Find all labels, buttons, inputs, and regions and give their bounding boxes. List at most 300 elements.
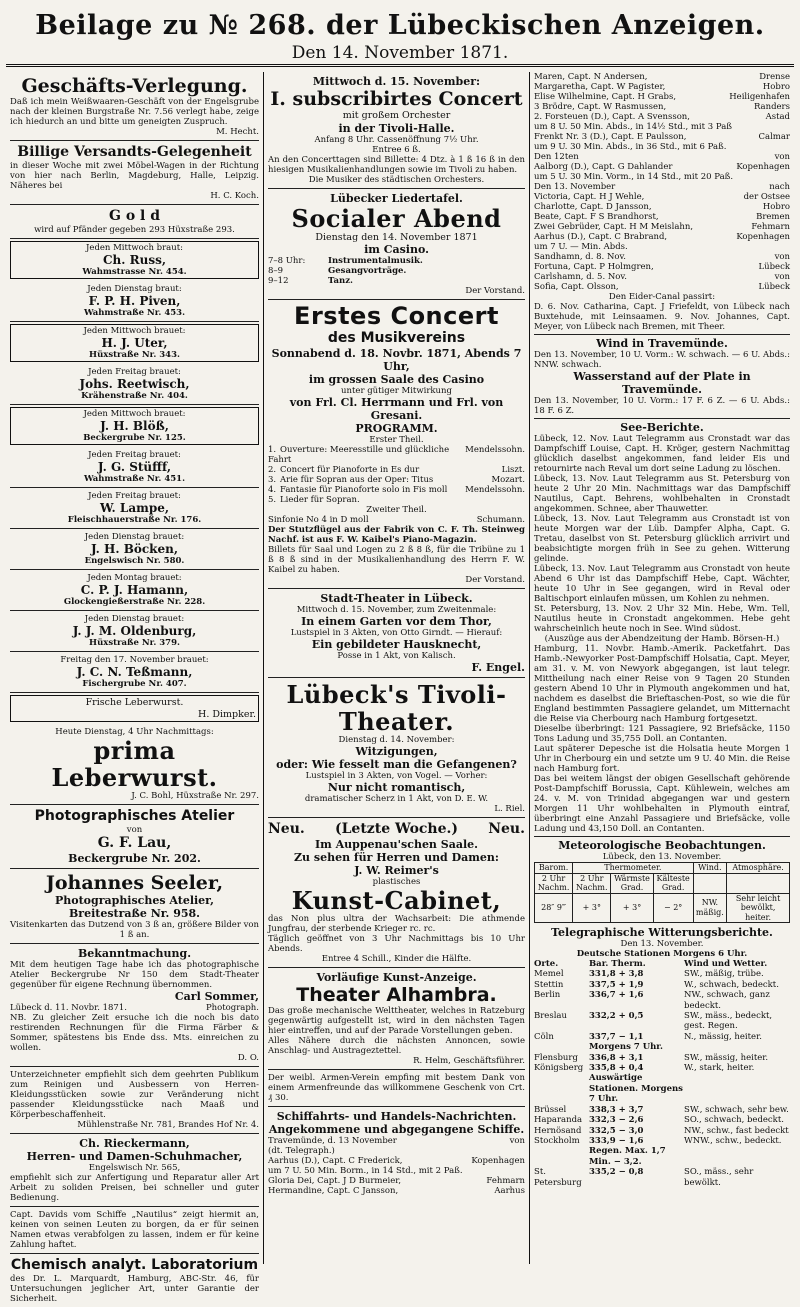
met-cell: Sehr leicht bewölkt, heiter. bbox=[727, 893, 790, 923]
wx-station: St. Petersburg bbox=[534, 1167, 582, 1188]
shipping-news-date-row bbox=[268, 1136, 525, 1146]
ad-concert-2-piano: Der Stutzflügel aus der Fabrik von C. F. Th. Steinweg Nachf. ist aus F. W. Kaibel's Piano-Magazin. bbox=[268, 525, 525, 545]
ship-line-left: Maren, Capt. N Andersen, bbox=[534, 72, 648, 82]
ad-concert-2-items bbox=[268, 445, 525, 505]
ad-kunst-owner: J. W. Reimer's bbox=[354, 864, 439, 877]
ad-concert-1 bbox=[268, 72, 525, 189]
ship-line bbox=[534, 172, 790, 182]
wx-row bbox=[534, 1146, 790, 1167]
ship-line-left: Margaretha, Capt. W Pagister, bbox=[534, 82, 666, 92]
wx-values: Regen. Max. 1,7 Min. − 3,2. bbox=[589, 1146, 666, 1167]
masthead-rule bbox=[6, 64, 794, 67]
ad-concert-1-date: Mittwoch d. 15. November: bbox=[312, 75, 481, 88]
ad-photo-seeler bbox=[10, 869, 259, 944]
ad-theater bbox=[268, 589, 525, 678]
brewer-address: Beckergrube Nr. 125. bbox=[83, 433, 186, 443]
program-time: 8–9 bbox=[268, 266, 284, 276]
ship-line-left: Aarhus (D.), Capt. C Frederick, bbox=[268, 1156, 403, 1166]
sea-report: Lübeck, 13. Nov. Laut Telegramm aus St. Petersburg von heute 2 Uhr 20 Min. Nachmittags war das Dampfschiff Nautilus, Capt. Behrens, wohlbehalten in Cronstadt angekommen. Schnee, aber Thauwetter. bbox=[534, 474, 790, 514]
wx-weather: SO., mäss., sehr bewölkt. bbox=[684, 1167, 754, 1188]
ad-kunst-body: das Non plus ultra der Wachsarbeit: Die athmende Jungfrau, der sterbende Krieger rc. rc. bbox=[268, 914, 525, 934]
wx-date: Den 13. November. bbox=[620, 939, 704, 949]
ship-line bbox=[268, 1156, 525, 1166]
ad-kunst-head-right: Neu. bbox=[488, 821, 525, 837]
ad-concert-2-part2: Zweiter Theil. bbox=[366, 505, 427, 515]
program-item-left bbox=[268, 475, 433, 485]
ship-line-right: Fehmarn bbox=[486, 1176, 525, 1186]
wx-col-bar: Bar. Therm. bbox=[589, 959, 646, 969]
wx-weather: SW., schwach, sehr bew. bbox=[684, 1104, 789, 1115]
sea-report: Lübeck, 12. Nov. Laut Telegramm aus Cronstadt war das Dampfschiff Louise, Capt. H. Kröger, gestern Nachmittag glücklich daselbst angekommen, fand leider Eis und retournirte nach Reval um dort seine Ladung zu löschen. bbox=[534, 434, 790, 474]
ad-concert-1-entry: Entree 6 ß. bbox=[372, 144, 421, 155]
ad-captain bbox=[10, 1207, 259, 1254]
ship-line-right: der Ostsee bbox=[743, 192, 790, 202]
ship-line-right: Hobro bbox=[762, 82, 790, 92]
program-item-composer: Liszt. bbox=[501, 465, 525, 475]
wx-col-wind: Wind und Wetter. bbox=[684, 959, 768, 969]
ad-moving-sign: M. Hecht. bbox=[216, 127, 259, 137]
ad-leberwurst-2 bbox=[10, 724, 259, 805]
ad-concert-2-part1: Erster Theil. bbox=[369, 435, 424, 445]
wx-station bbox=[534, 1146, 589, 1167]
met-head-row bbox=[535, 863, 790, 874]
brewer-name: J. C. N. Teßmann, bbox=[76, 665, 193, 679]
wx-rows bbox=[534, 969, 790, 1188]
ad-concert-2-venue: im grossen Saale des Casino bbox=[308, 373, 485, 386]
brewer-name: J. H. Blöß, bbox=[100, 419, 169, 433]
ship-line bbox=[534, 132, 790, 142]
brewer-name: J. H. Böcken, bbox=[90, 542, 179, 556]
program-item-title: Fantasie für Pianoforte solo in Fis moll bbox=[280, 485, 448, 495]
brewer-name: Johs. Reetwisch, bbox=[79, 377, 190, 391]
divider bbox=[534, 836, 790, 837]
program-item-left bbox=[268, 465, 419, 475]
wx-row bbox=[534, 1105, 790, 1115]
brewer-notice bbox=[10, 407, 259, 445]
ship-line-right: Bremen bbox=[756, 212, 790, 222]
met-title: Meteorologische Beobachtungen. bbox=[558, 839, 766, 852]
met-head-wind: Wind. bbox=[693, 863, 727, 874]
brewer-day: Jeden Mittwoch brauet: bbox=[83, 326, 186, 336]
ad-shoemaker-name: Ch. Rieckermann, bbox=[79, 1137, 190, 1150]
ship-line-left: Elise Wilhelmine, Capt. H Grabs, bbox=[534, 92, 677, 102]
ship-line bbox=[534, 82, 790, 92]
sea-report: Lübeck, 13. Nov. Laut Telegramm aus Cronstadt ist von heute Morgen war der Lüb. Dampfer Alpha, Capt. G. Tretau, daselbst von St. Petersburg glücklich arrivirt und beabsichtigte morgen früh in See zu gehen. Witterung gelinde. bbox=[534, 514, 790, 564]
wx-values: 331,8 + 3,8 bbox=[589, 969, 644, 980]
ad-liedertafel-sign: Der Vorstand. bbox=[465, 286, 525, 296]
ad-lab bbox=[10, 1254, 259, 1307]
sea-reports bbox=[534, 434, 790, 634]
ad-leberwurst-1 bbox=[10, 695, 259, 722]
program-item-title: Arie für Sopran aus der Oper: Titus bbox=[280, 475, 434, 485]
brewer-day: Jeden Dienstag brauet: bbox=[84, 614, 185, 624]
wx-values: 333,9 − 1,6 bbox=[589, 1135, 644, 1146]
ad-liedertafel-program bbox=[268, 256, 525, 286]
ad-theater-sign: F. Engel. bbox=[471, 661, 525, 674]
ship-line-left: Frenkt Nr. 3 (D.), Capt. E Paulsson, bbox=[534, 132, 687, 142]
ad-captain-body: Capt. Davids vom Schiffe „Nautilus“ zeigt hiermit an, keinen von seinen Leuten zu borgen, da er für seinen Namen etwas verabfolgen zu lassen, indem er für keine Zahlung haftet. bbox=[10, 1210, 259, 1250]
ship-line bbox=[534, 192, 790, 202]
wx-weather: NW., schw., fast bedeckt bbox=[684, 1125, 789, 1136]
brewer-notice bbox=[10, 324, 259, 362]
wx-values: 338,3 + 3,7 bbox=[589, 1104, 644, 1115]
shipping-news-lines bbox=[268, 1146, 525, 1196]
departures-2 bbox=[534, 192, 790, 252]
wx-station: Cöln bbox=[534, 1031, 554, 1042]
program-item-row bbox=[268, 445, 525, 465]
program-item-composer: Mendelssohn. bbox=[465, 445, 525, 455]
ship-line-left: Victoria, Capt. H J Wehle, bbox=[534, 192, 645, 202]
met-subhead: Kälteste Grad. bbox=[653, 873, 693, 893]
ship-line-left: Fortuna, Capt. P Holmgren, bbox=[534, 262, 654, 272]
ad-alhambra-body2: Alles Nähere durch die nächsten Annoncen, sowie Anschlag- und Austrageztettel. bbox=[268, 1036, 525, 1056]
ad-notice-nb-sign: D. O. bbox=[237, 1053, 259, 1063]
ad-concert-2-sign: Der Vorstand. bbox=[465, 575, 525, 585]
brewer-name: H. J. Uter, bbox=[101, 336, 168, 350]
columns bbox=[6, 72, 794, 1304]
ad-notice-nb: NB. Zu gleicher Zeit ersuche ich die noch bis dato restirenden Rechnungen für die Firma Färber & Sommer, spätestens bis Ende dss. Mts. einreichen zu wollen. bbox=[10, 1013, 259, 1053]
brewer-notice bbox=[10, 488, 259, 529]
ship-line-left: Aalborg (D.), Capt. G Dahlander bbox=[534, 162, 673, 172]
wx-row bbox=[534, 1073, 790, 1104]
program-item-left bbox=[268, 485, 447, 495]
wx-weather bbox=[684, 1146, 790, 1167]
met-cell: NW. mäßig. bbox=[693, 893, 727, 923]
ship-line-right: Randers bbox=[753, 102, 790, 112]
ad-kunst-head-left: Neu. bbox=[268, 821, 305, 837]
ship-line-left: 3 Brödre, Capt. W Rasmussen, bbox=[534, 102, 667, 112]
wx-head: Deutsche Stationen Morgens 6 Uhr. bbox=[576, 949, 748, 959]
ad-theater-play2-sub: Posse in 1 Akt, von Kalisch. bbox=[337, 651, 456, 661]
ship-line-left: Sandhamn, d. 8. Nov. bbox=[534, 252, 626, 262]
brewer-notice bbox=[10, 611, 259, 652]
ad-photo-lau-name: G. F. Lau, bbox=[97, 835, 172, 851]
ad-kunst-price: Entree 4 Schill., Kinder die Hälfte. bbox=[321, 954, 472, 964]
ad-tivoli-play2-info: dramatischer Scherz in 1 Akt, von D. E. W. bbox=[304, 794, 489, 804]
ad-notice-body: Mit dem heutigen Tage habe ich das photographische Atelier Beckergrube Nr 150 dem Stadt-Theater gegenüber für eigene Rechnung übernommen. bbox=[10, 960, 259, 990]
arrivals-list bbox=[534, 72, 790, 152]
ad-concert-1-title: I. subscribirtes Concert bbox=[270, 88, 523, 110]
section-shipping-news bbox=[268, 1107, 525, 1199]
wx-weather: W., stark, heiter. bbox=[684, 1063, 755, 1074]
met-head-therm: Thermometer. bbox=[573, 863, 693, 874]
ad-notice-sign: Carl Sommer, bbox=[174, 990, 259, 1003]
program-row bbox=[268, 256, 525, 266]
met-cell: − 2° bbox=[653, 893, 693, 923]
program-row bbox=[268, 266, 525, 276]
brewer-day: Jeden Dienstag braut: bbox=[87, 284, 182, 294]
ship-line-right: Kopenhagen bbox=[736, 162, 790, 172]
brewer-notice bbox=[10, 241, 259, 279]
ad-shipping-body: in dieser Woche mit zwei Möbel-Wagen in der Richtung von hier nach Berlin, Magdeburg, Halle, Leipzig. Näheres bei bbox=[10, 161, 259, 191]
dep-head-row bbox=[534, 152, 790, 162]
program-item-number: 1. bbox=[268, 445, 277, 455]
wx-weather: SW., mässig, heiter. bbox=[684, 1052, 769, 1063]
shipping-news-date-right: von bbox=[509, 1136, 525, 1146]
wx-row bbox=[534, 1011, 790, 1032]
ship-line bbox=[534, 212, 790, 222]
program-time: 7–8 Uhr: bbox=[268, 256, 306, 266]
ship-line bbox=[534, 102, 790, 112]
wx-station: Stockholm bbox=[534, 1135, 580, 1146]
ship-line-left: um 9 U. 30 Min. Abds., in 36 Std., mit 6 Paß. bbox=[534, 142, 727, 152]
brewer-day: Jeden Mittwoch braut: bbox=[86, 243, 183, 253]
ad-concert-1-note: An den Concerttagen sind Billette: 4 Dtz. à 1 ß 16 ß in den hiesigen Musikalienhandlungen sowie im Tivoli zu haben. bbox=[268, 154, 525, 175]
ad-leberwurst-1-title: Frische Leberwurst. bbox=[85, 697, 184, 708]
brewer-name: J. G. Stüfff, bbox=[97, 460, 172, 474]
hamburg-report: Hamburg, 11. Novbr. Hamb.-Amerik. Packetfahrt. Das Hamb.-Newyorker Post-Dampfschiff Holsatia, Capt. Meyer, am 31. v. M. von Newyork abgegangen, ist laut telegr. Mittheilung nach einer Reise von 9 Tagen 20 Stunden gestern Abend 10 Uhr in Plymouth angekommen und hat, nachdem es daselbst die Brieftaschen-Post, so wie die für England bestimmten Passagiere gelandet, um Mitternacht die Reise via Cherbourg nach Hamburg fortgesetzt. bbox=[534, 644, 790, 724]
ad-kunst-cabinet bbox=[268, 818, 525, 968]
ad-concert-2-symphony-title: Sinfonie No 4 in D moll bbox=[268, 515, 369, 525]
ad-concert-2-tickets: Billets für Saal und Logen zu 2 ß 8 ß, für die Tribüne zu 1 ß 8 ß sind in der Musikalienhandlung des Herrn F. W. Kaibel zu haben. bbox=[268, 545, 525, 575]
wx-station: Hernösand bbox=[534, 1125, 582, 1136]
ship-line-left: Charlotte, Capt. D Jansson, bbox=[534, 202, 652, 212]
ad-concert-2-symphony-composer: Schumann. bbox=[476, 515, 525, 525]
wx-row bbox=[534, 1042, 790, 1052]
brewer-day: Jeden Dienstag brauet: bbox=[84, 532, 185, 542]
wx-row bbox=[534, 1126, 790, 1136]
hamburg-note: (Auszüge aus der Abendzeitung der Hamb. Börsen-H.) bbox=[544, 634, 780, 644]
ship-line-left: Carlshamn, d. 5. Nov. bbox=[534, 272, 627, 282]
ad-liedertafel-title: Lübecker Liedertafel. bbox=[330, 191, 463, 205]
ship-line-right: von bbox=[774, 272, 790, 282]
wx-weather: WNW., schw., bedeckt. bbox=[684, 1135, 782, 1146]
ship-line-left: Sofia, Capt. Olsson, bbox=[534, 282, 619, 292]
wx-weather: SW., mäss., bedeckt, gest. Regen. bbox=[684, 1011, 773, 1032]
brewer-name: Ch. Russ, bbox=[102, 253, 167, 267]
ad-alhambra-title: Theater Alhambra. bbox=[296, 984, 497, 1006]
ad-tivoli-title: Lübeck's Tivoli-Theater. bbox=[286, 680, 507, 736]
ad-theater-title: Stadt-Theater in Lübeck. bbox=[320, 592, 473, 605]
ad-alhambra-body: Das große mechanische Welttheater, welches in Ratzeburg gegenwärtig aufgestellt ist, wird in den nächsten Tagen hier eintreffen, und auf der Parade Vorstellungen geben. bbox=[268, 1006, 525, 1036]
ad-gold-body: wird auf Pfänder gegeben 293 Hüxstraße 293. bbox=[34, 225, 235, 235]
brewer-notice bbox=[10, 570, 259, 611]
dep-head-right: von bbox=[774, 152, 790, 162]
program-item-number: 4. bbox=[268, 485, 277, 495]
ad-tivoli-play1: Witzigungen, bbox=[355, 745, 438, 758]
ad-photo-lau-addr: Beckergrube Nr. 202. bbox=[68, 852, 201, 865]
ad-shipping-sign: H. C. Koch. bbox=[210, 191, 259, 201]
ship-line-left: um 8 U. 50 Min. Abds., in 14½ Std., mit 3 Paß bbox=[534, 122, 732, 132]
ad-shoemaker-body: empfiehlt sich zur Anfertigung und Reparatur aller Art Arbeit zu soliden Preisen, bei schneller und guter Bedienung. bbox=[10, 1173, 259, 1203]
ship-line-right: Kopenhagen bbox=[471, 1156, 525, 1166]
wx-values: Morgens 7 Uhr. bbox=[589, 1042, 663, 1053]
brewer-address: Hüxstraße Nr. 379. bbox=[89, 638, 180, 648]
ad-notice-title: Bekanntmachung. bbox=[77, 947, 192, 960]
divider bbox=[534, 334, 790, 335]
ad-moving bbox=[10, 72, 259, 141]
ship-line bbox=[268, 1176, 525, 1186]
brewer-name: W. Lampe, bbox=[99, 501, 170, 515]
ad-tivoli-date: Dienstag d. 14. November: bbox=[338, 735, 455, 745]
wx-station bbox=[534, 1042, 589, 1052]
wx-station: Memel bbox=[534, 969, 564, 980]
ad-tailor bbox=[10, 1067, 259, 1134]
ad-photo-lau-title: Photographisches Atelier bbox=[34, 808, 235, 824]
ad-armen-body: Der weibl. Armen-Verein empfing mit bestem Dank von einem Armenfreunde das willkommene Geschenk von Crt. ₰ 30. bbox=[268, 1073, 525, 1103]
brewer-list bbox=[10, 241, 259, 693]
brewer-day: Jeden Freitag brauet: bbox=[88, 450, 181, 460]
ad-photo-seeler-body: Visitenkarten das Dutzend von 3 ß an, größere Bilder von 1 ß an. bbox=[10, 920, 259, 940]
sea-report: St. Petersburg, 13. Nov. 2 Uhr 32 Min. Hebe, Wm. Tell, Nautilus heute in Cronstadt angekommen. Hebe geht wahrscheinlich heute noch in See. Wind südost. bbox=[534, 604, 790, 634]
ship-line-right: Kopenhagen bbox=[736, 232, 790, 242]
program-item-composer: Mendelssohn. bbox=[465, 485, 525, 495]
ship-line bbox=[534, 122, 790, 132]
program-item-row bbox=[268, 485, 525, 495]
ship-line bbox=[534, 222, 790, 232]
ad-theater-play1-sub: Lustspiel in 3 Akten, von Otto Girndt. — Hierauf: bbox=[290, 628, 503, 638]
ad-leberwurst-2-pre: Heute Dienstag, 4 Uhr Nachmittags: bbox=[55, 727, 214, 737]
ad-tivoli bbox=[268, 678, 525, 818]
ad-photo-seeler-addr: Breitestraße Nr. 958. bbox=[68, 907, 201, 920]
hamburg-report-3: Laut späterer Depesche ist die Holsatia heute Morgen 1 Uhr in Cherbourg ein und setzte um 9 U. 40 Min. die Reise nach Hamburg fort. bbox=[534, 744, 790, 774]
ad-concert-1-sign: Die Musiker des städtischen Orchesters. bbox=[308, 174, 485, 185]
masthead-title: Beilage zu № 268. der Lübeckischen Anzeigen. bbox=[35, 10, 765, 41]
wx-weather bbox=[684, 1073, 790, 1104]
ad-tivoli-play1-sub: oder: Wie fesselt man die Gefangenen? bbox=[276, 758, 517, 771]
shipping-news-date: Travemünde, d. 13 November bbox=[268, 1136, 397, 1146]
ad-alhambra bbox=[268, 968, 525, 1070]
shipping-news-title: Schiffahrts- und Handels-Nachrichten. bbox=[276, 1110, 517, 1123]
met-subhead-row bbox=[535, 873, 790, 893]
dep-head2-right: nach bbox=[769, 182, 790, 192]
ship-line bbox=[534, 112, 790, 122]
met-data-row bbox=[535, 893, 790, 923]
ad-liedertafel bbox=[268, 189, 525, 301]
shipping-news-sub: Angekommene und abgegangene Schiffe. bbox=[268, 1123, 525, 1136]
ship-line-left: Aarhus (D.), Capt. C Brabrand, bbox=[534, 232, 668, 242]
ad-kunst-title: Kunst-Cabinet, bbox=[291, 886, 502, 915]
ad-kunst-venue: Im Auppenau'schen Saale. bbox=[315, 838, 478, 851]
wx-station: Stettin bbox=[534, 979, 564, 990]
brewer-notice bbox=[10, 364, 259, 405]
met-subhead: 2 Uhr Nachm. bbox=[535, 873, 573, 893]
ship-line bbox=[534, 72, 790, 82]
ship-line-left: um 5 U. 30 Min. Vorm., in 14 Std., mit 20 Paß. bbox=[534, 172, 734, 182]
dep-head: Den 12ten bbox=[534, 152, 579, 162]
wx-values: 332,2 + 0,5 bbox=[589, 1011, 644, 1022]
ad-shoemaker-sub: Herren- und Damen-Schuhmacher, bbox=[26, 1150, 243, 1163]
program-item-row bbox=[268, 465, 525, 475]
brewer-name: F. P. H. Piven, bbox=[88, 294, 181, 308]
wx-station bbox=[534, 1073, 589, 1104]
wx-weather: SW., mäßig, trübe. bbox=[684, 969, 764, 980]
ad-shoemaker bbox=[10, 1134, 259, 1207]
canal-body: D. 6. Nov. Catharina, Capt. J Friefeldt, von Lübeck nach Buxtehude, mit Leinsaamen. 9. Nov. Johannes, Capt. Meyer, von Lübeck nach Bremen, mit Theer. bbox=[534, 302, 790, 332]
ad-notice-place: Lübeck d. 11. Novbr. 1871. bbox=[10, 1003, 127, 1013]
ad-concert-2-artists: von Frl. Cl. Herrmann und Frl. von Gresani. bbox=[289, 396, 504, 422]
ship-line bbox=[534, 142, 790, 152]
ad-notice-role: Photograph. bbox=[205, 1003, 259, 1013]
brewer-day: Freitag den 17. November brauet: bbox=[60, 655, 209, 665]
ad-liedertafel-main: Socialer Abend bbox=[291, 203, 502, 233]
ship-line-right: Astad bbox=[765, 112, 790, 122]
hamburg-report-4: Das bei weitem längst der obigen Gesellschaft gehörende Post-Dampfschiff Borussia, Capt. Kühlewein, welches am 24. v. M. von Trinidad abgegangen war und gestern Morgen 11 Uhr wohlbehalten in Plymouth eintraf, überbringt eine Anzahl Passagiere und Briefsäcke, volle Ladung und 43,150 Doll. an Contanten. bbox=[534, 774, 790, 834]
ad-alhambra-sign: R. Helm, Geschäftsführer. bbox=[413, 1056, 525, 1066]
wx-values: 335,8 + 0,4 bbox=[589, 1063, 644, 1074]
ship-line-right: Fehmarn bbox=[751, 222, 790, 232]
wx-station: Breslau bbox=[534, 1011, 567, 1022]
wind-title: Wind in Travemünde. bbox=[596, 337, 728, 350]
ship-line-left: um 7 U. 50 Min. Borm., in 14 Std., mit 2 Paß. bbox=[268, 1166, 463, 1176]
dep-head2: Den 13. November bbox=[534, 182, 616, 192]
ad-tivoli-play1-info: Lustspiel in 3 Akten, von Vogel. — Vorher: bbox=[305, 771, 488, 781]
ad-tivoli-play2: Nur nicht romantisch, bbox=[327, 781, 466, 794]
brewer-day: Jeden Montag brauet: bbox=[87, 573, 182, 583]
ship-line bbox=[534, 262, 790, 272]
ad-tailor-sign: Mühlenstraße Nr. 781, Brandes Hof Nr. 4. bbox=[77, 1120, 259, 1130]
ad-concert-2-symphony bbox=[268, 515, 525, 525]
ship-line-left: (dt. Telegraph.) bbox=[268, 1146, 335, 1156]
dep-head2-row bbox=[534, 182, 790, 192]
ship-line-left: Gloria Dei, Capt. J D Burmeier, bbox=[268, 1176, 402, 1186]
ship-line bbox=[534, 162, 790, 172]
program-item: Tanz. bbox=[328, 276, 353, 286]
program-item-title: Lieder für Sopran. bbox=[280, 495, 360, 505]
met-cell: + 3° bbox=[611, 893, 653, 923]
column-1 bbox=[6, 72, 264, 1304]
met-subhead: Wärmste Grad. bbox=[611, 873, 653, 893]
wx-weather: SO., schwach, bedeckt. bbox=[684, 1115, 784, 1126]
ad-lab-body: des Dr. L. Marquardt, Hamburg, ABC-Str. 46, für Untersuchungen jeglicher Art, unter Garantie der Sicherheit. bbox=[10, 1274, 259, 1304]
ad-armen-verein bbox=[268, 1070, 525, 1107]
ad-theater-play1: In einem Garten vor dem Thor, bbox=[301, 615, 492, 628]
ad-lab-title: Chemisch analyt. Laboratorium bbox=[10, 1257, 259, 1273]
wx-row bbox=[534, 969, 790, 979]
ad-photo-seeler-name: Johannes Seeler, bbox=[45, 872, 224, 894]
wx-station: Königsberg bbox=[534, 1063, 584, 1074]
brewer-notice bbox=[10, 281, 259, 322]
ship-line bbox=[534, 202, 790, 212]
ship-line-right: Aarhus bbox=[494, 1186, 525, 1196]
wx-weather: NW., schwach, ganz bedeckt. bbox=[684, 990, 770, 1011]
ship-line-right: Drense bbox=[759, 72, 790, 82]
ad-shipping bbox=[10, 141, 259, 205]
brewer-day: Jeden Mittwoch brauet: bbox=[83, 409, 186, 419]
column-2 bbox=[264, 72, 530, 1264]
brewer-name: C. P. J. Hamann, bbox=[80, 583, 189, 597]
ad-alhambra-pre: Vorläufige Kunst-Anzeige. bbox=[316, 971, 477, 984]
ad-liedertafel-venue: im Casino. bbox=[364, 243, 429, 256]
canal-title: Den Eider-Canal passirt: bbox=[608, 292, 716, 302]
brewer-address: Krähenstraße Nr. 404. bbox=[81, 391, 188, 401]
met-subhead-empty bbox=[693, 873, 727, 893]
met-sub: Lübeck, den 13. November. bbox=[602, 852, 722, 862]
brewer-address: Wahmstraße Nr. 451. bbox=[83, 474, 186, 484]
wx-station: Haparanda bbox=[534, 1115, 583, 1126]
wx-values: 337,7 − 1,1 bbox=[589, 1031, 644, 1042]
program-item: Instrumentalmusik. bbox=[328, 256, 423, 266]
met-cell: 28″ 9‴ bbox=[535, 893, 573, 923]
sea-report: Lübeck, 13. Nov. Laut Telegramm aus Cronstadt von heute Abend 6 Uhr ist das Dampfschiff Hebe, Capt. Wächter, heute 10 Uhr in See gegangen, wird in Reval oder Baltischport einlaufen müssen, um Kohlen zu nehmen. bbox=[534, 564, 790, 604]
program-item-number: 5. bbox=[268, 495, 277, 505]
brewer-address: Wahmstrasse Nr. 454. bbox=[82, 267, 187, 277]
ad-moving-body: Daß ich mein Weißwaaren-Geschäft von der Engelsgrube nach der kleinen Burgstraße Nr. 7.56 verlegt habe, zeige ich hiedurch an und bitte um geneigten Zuspruch. bbox=[10, 97, 259, 127]
wx-col-head bbox=[534, 959, 790, 969]
met-head-barom: Barom. bbox=[535, 863, 573, 874]
wx-values: 335,2 − 0,8 bbox=[589, 1167, 644, 1178]
ad-concert-1-time: Anfang 8 Uhr. Cassenöffnung 7½ Uhr. bbox=[314, 134, 479, 145]
wx-values: Auswärtige Stationen. Morgens 7 Uhr. bbox=[589, 1073, 683, 1105]
ship-line-left: Hermandine, Capt. C Jansson, bbox=[268, 1186, 399, 1196]
wx-values: 337,5 + 1,9 bbox=[589, 979, 644, 990]
program-item-row bbox=[268, 495, 525, 505]
ad-moving-title: Geschäfts-Verlegung. bbox=[21, 75, 248, 97]
wx-values: 332,5 − 3,0 bbox=[589, 1125, 644, 1136]
sandhamn-list bbox=[534, 252, 790, 292]
brewer-address: Fleischhauerstraße Nr. 176. bbox=[67, 515, 202, 525]
wx-row bbox=[534, 1063, 790, 1073]
